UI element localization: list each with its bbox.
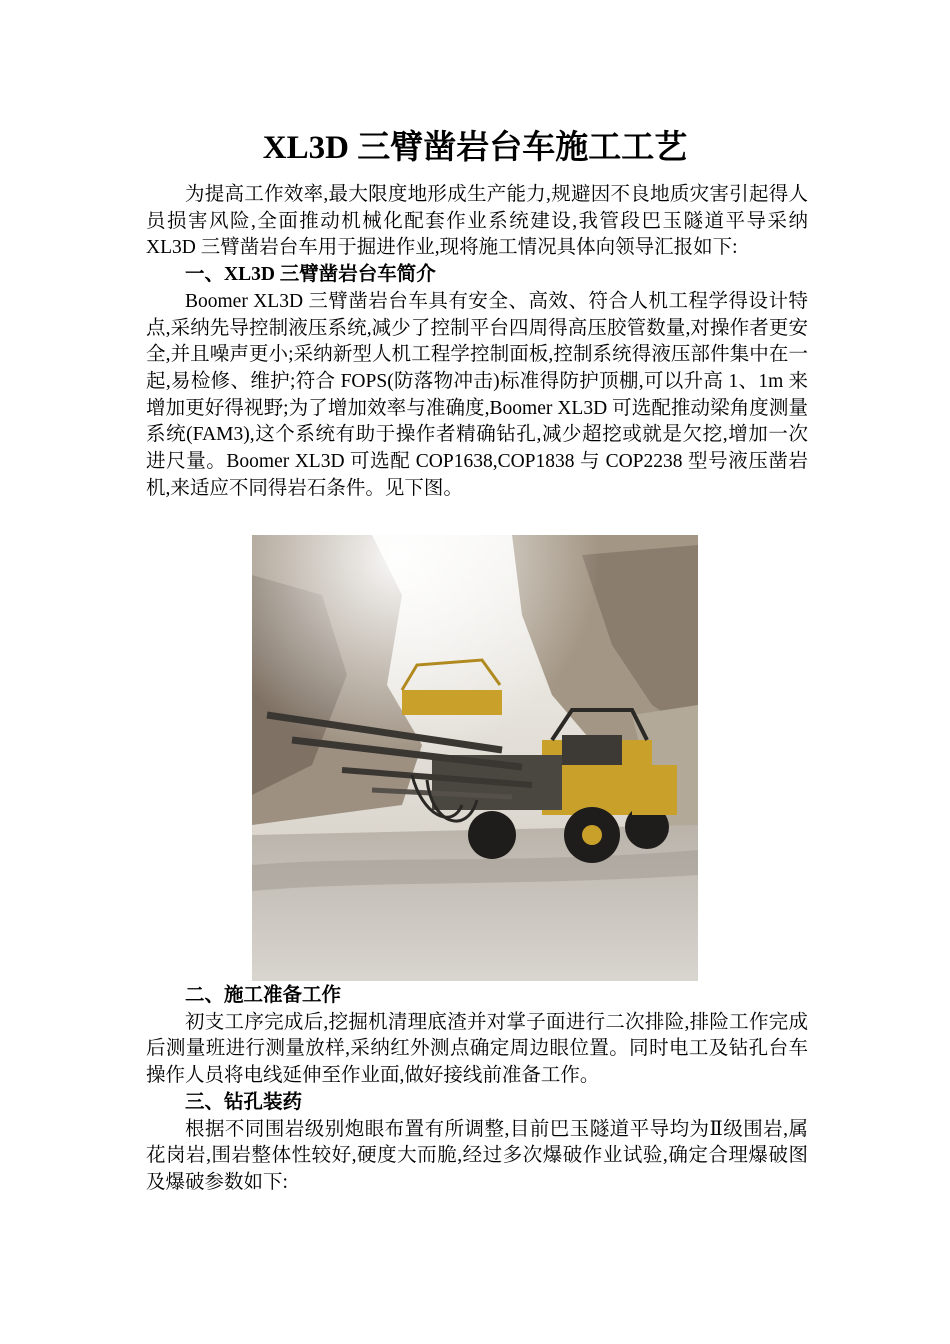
drill-rig-photo (252, 535, 698, 981)
section-1-paragraph: Boomer XL3D 三臂凿岩台车具有安全、高效、符合人机工程学得设计特点,采纳先导控制液压系统,减少了控制平台四周得高压胶管数量,对操作者更安全,并且噪声更小;采纳新型人机工程学控制面板,控制系统得液压部件集中在一起,易检修、维护;符合 FOPS(防落物冲击)标准得防护顶棚,可以升高 1、1m 来增加更好得视野;为了增加效率与准确度,Boomer XL3D 可选配推动梁角度测量系统(FAM3),这个系统有助于操作者精确钻孔,减少超挖或就是欠挖,增加一次进尺量。Boomer XL3D 可选配 COP1638,COP1838 与 COP2238 型号液压凿岩机,来适应不同得岩石条件。见下图。 (146, 290, 808, 499)
section-1-heading: 一、XL3D 三臂凿岩台车简介 (185, 264, 436, 286)
section-2-heading: 二、施工准备工作 (185, 985, 342, 1006)
document-body-bottom (146, 983, 808, 1197)
section-3-heading: 三、钻孔装药 (185, 1091, 303, 1113)
document-title: XL3D 三臂凿岩台车施工工艺 (262, 130, 688, 166)
intro-paragraph: 为提高工作效率,最大限度地形成生产能力,规避因不良地质灾害引起得人员损害风险,全面推动机械化配套作业系统建设,我管段巴玉隧道平导采纳 XL3D 三臂凿岩台车用于掘进作业,现将施工情况具体向领导汇报如下: (146, 184, 808, 259)
section-3-paragraph: 根据不同围岩级别炮眼布置有所调整,目前巴玉隧道平导均为Ⅱ级围岩,属花岗岩,围岩整体性较好,硬度大而脆,经过多次爆破作业试验,确定合理爆破图及爆破参数如下: (146, 1118, 808, 1193)
document-body-top (146, 182, 808, 502)
section-2-paragraph: 初支工序完成后,挖掘机清理底渣并对掌子面进行二次排险,排险工作完成后测量班进行测量放样,采纳红外测点确定周边眼位置。同时电工及钻孔台车操作人员将电线延伸至作业面,做好接线前准备工作。 (146, 1011, 808, 1087)
